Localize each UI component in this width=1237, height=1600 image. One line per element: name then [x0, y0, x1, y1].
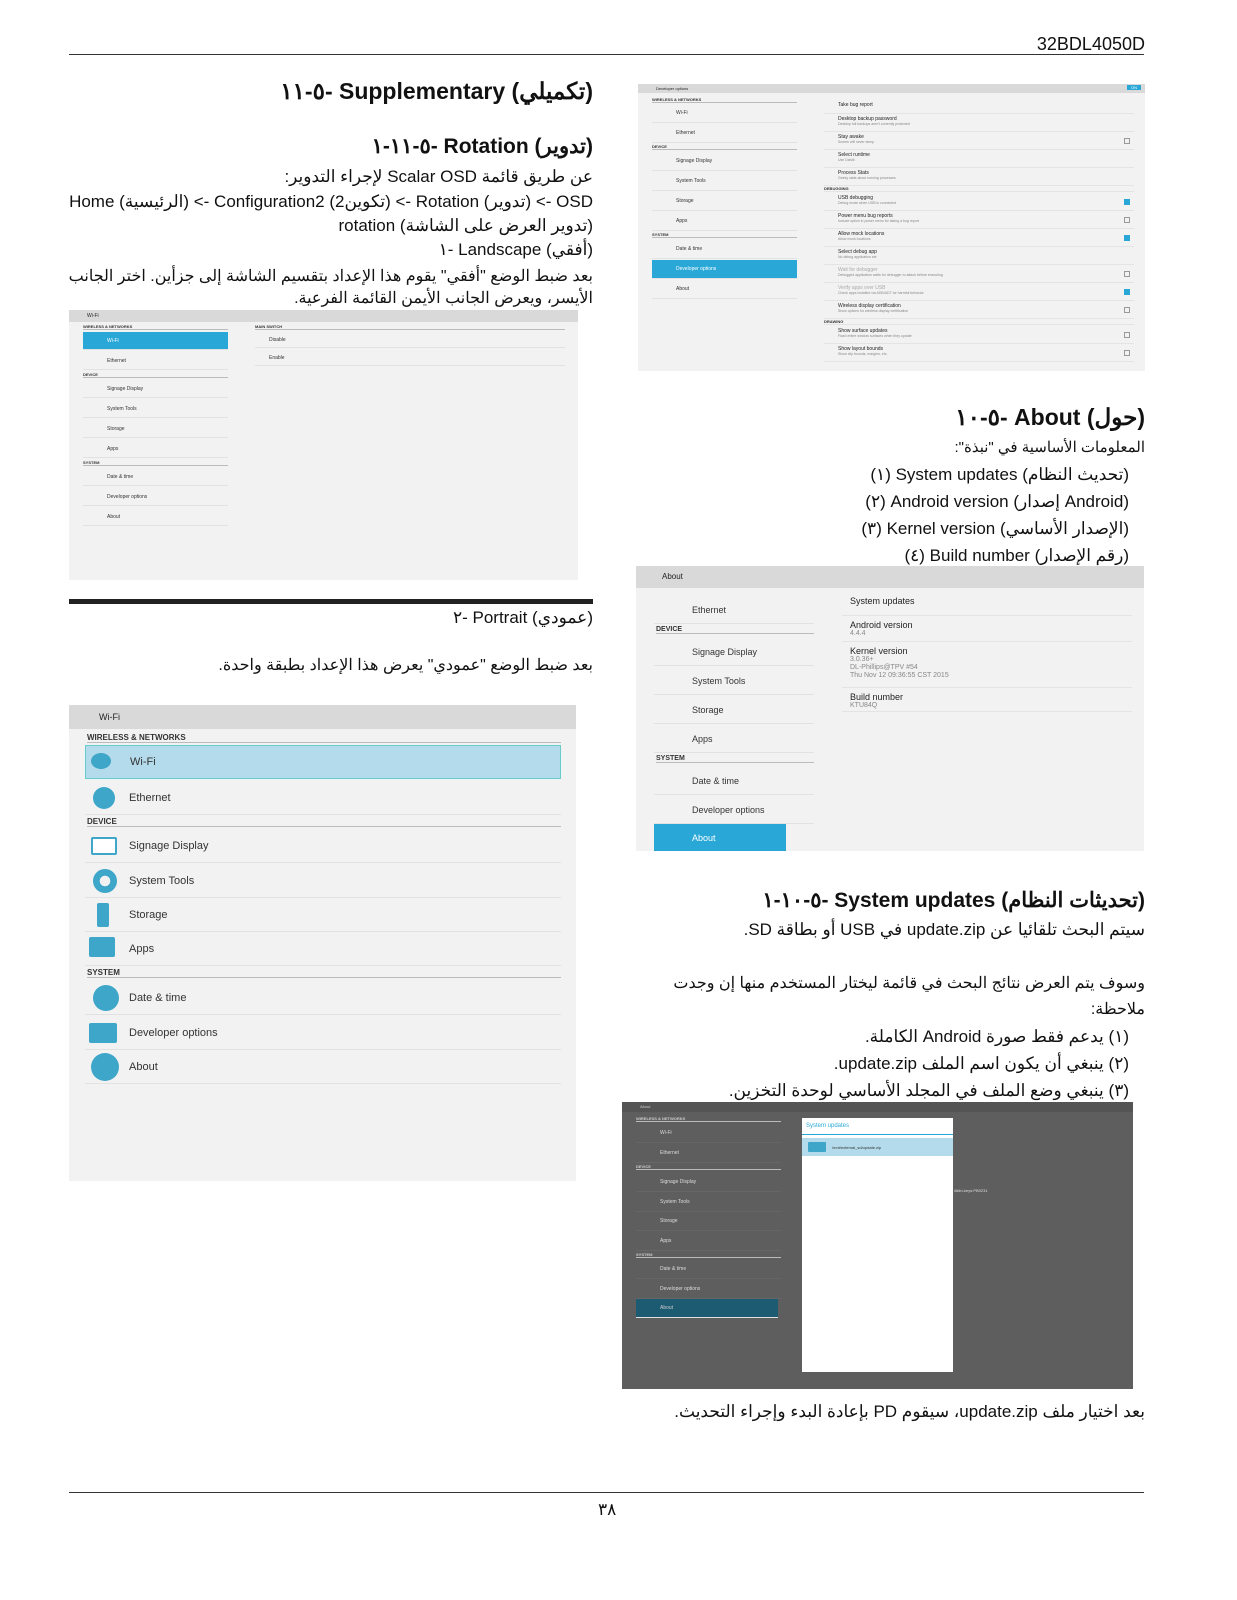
screenshot-about [636, 566, 1144, 851]
menu-item-date[interactable] [83, 468, 228, 486]
menu-item-label: Date & time [676, 246, 703, 252]
section-device: DEVICE [87, 817, 561, 827]
menu-item-label: Ethernet [676, 130, 695, 136]
dev-option-row[interactable] [824, 168, 1134, 186]
menu-item-signage[interactable] [654, 638, 814, 666]
about-info-row [842, 642, 1132, 688]
menu-item-label: About [129, 1060, 158, 1073]
dev-option-row[interactable] [824, 247, 1134, 265]
menu-item-developer[interactable] [654, 796, 814, 824]
about-info-title: Android version [850, 620, 913, 630]
dev-section-header [824, 186, 1134, 192]
menu-item-label: About [107, 513, 121, 520]
section-system: SYSTEM [83, 460, 228, 466]
footer-rule [69, 1492, 1144, 1493]
menu-item-label: Apps [129, 942, 155, 955]
dev-option-row[interactable] [824, 114, 1134, 132]
dev-option-summary: No debug application set [838, 255, 877, 259]
menu-item-apps[interactable] [85, 932, 561, 966]
about-info-title: Kernel version [850, 646, 908, 656]
dev-section-label: DRAWING [824, 319, 844, 324]
menu-item-tools[interactable] [83, 400, 228, 418]
checkbox[interactable] [1124, 235, 1130, 241]
display-icon [91, 837, 117, 855]
screenshot-system-updates [622, 1102, 1133, 1389]
menu-item-label: Apps [660, 1238, 672, 1244]
sys-update-item-2: (٢) ينبغي أن يكون اسم الملف update.zip. [833, 1054, 1129, 1073]
option-enable[interactable] [255, 350, 565, 366]
menu-item-ethernet[interactable] [636, 1144, 781, 1163]
rotation-intro: عن طريق قائمة Scalar OSD لإجراء التدوير: [284, 167, 593, 186]
section-device: DEVICE [652, 144, 797, 150]
file-path: /mnt/external_sd/update.zip [832, 1144, 882, 1150]
option-label: Enable [269, 354, 285, 361]
menu-item-date[interactable] [85, 981, 561, 1015]
about-intro: المعلومات الأساسية في "نبذة": [954, 439, 1145, 456]
info-icon [91, 1053, 119, 1081]
dev-option-row[interactable] [824, 211, 1134, 229]
dev-option-title: Desktop backup password [838, 116, 897, 122]
about-item-2: (٢) Android version (إصدار Android) [865, 492, 1129, 511]
folder-icon [808, 1142, 826, 1152]
developer-options-list [824, 100, 1134, 370]
menu-item-label: Ethernet [692, 604, 727, 615]
dev-option-summary: Flash entire window surfaces when they update [838, 334, 912, 338]
menu-item-label: Signage Display [676, 158, 713, 164]
section-wireless: WIRELESS & NETWORKS [652, 97, 797, 103]
dev-option-summary: Screen will never sleep [838, 140, 874, 144]
section-device: DEVICE [656, 626, 814, 634]
side-text: iliklin-keys:PB9231 [954, 1188, 988, 1193]
dialog-title: System updates [802, 1118, 953, 1135]
menu-item-about[interactable] [654, 824, 786, 851]
portrait-desc: بعد ضبط الوضع "عمودي" يعرض هذا الإعداد بطبقة واحدة. [218, 657, 593, 674]
dev-option-title: Stay awake [838, 134, 864, 140]
checkbox[interactable] [1124, 271, 1130, 277]
sys-update-item-1: (١) يدعم فقط صورة Android الكاملة. [864, 1027, 1129, 1046]
dev-option-row[interactable] [824, 193, 1134, 211]
about-item-4: (٤) Build number (رقم الإصدار) [904, 546, 1129, 565]
menu-item-label: Ethernet [107, 357, 126, 364]
menu-item-label: Date & time [660, 1266, 687, 1272]
dev-option-row[interactable] [824, 301, 1134, 319]
sys-update-p1: سيتم البحث تلقائيا عن update.zip في USB أو بطاقة SD. [743, 920, 1145, 939]
dev-option-title: Allow mock locations [838, 231, 885, 237]
sys-update-p2: وسوف يتم العرض نتائج البحث في قائمة ليختار المستخدم منها إن وجدت [673, 975, 1145, 992]
sys-update-p3: بعد اختيار ملف update.zip، سيقوم PD بإعادة البدء وإجراء التحديث. [674, 1402, 1145, 1421]
checkbox[interactable] [1124, 307, 1130, 313]
menu-item-label: System Tools [660, 1199, 690, 1205]
menu-item-date[interactable] [652, 240, 797, 259]
menu-item-label: Storage [129, 908, 168, 921]
menu-item-signage[interactable] [652, 152, 797, 171]
checkbox[interactable] [1124, 217, 1130, 223]
action-bar [622, 1102, 1133, 1112]
about-info-value: KTU84Q [850, 702, 878, 709]
about-info-title: Build number [850, 692, 904, 702]
menu-item-label: Apps [107, 445, 119, 452]
option-disable[interactable] [255, 332, 565, 348]
dev-option-summary: Check apps installed via ADB/ADT for harmful behavior. [838, 291, 925, 295]
portrait-heading: ٢- Portrait (عمودي) [452, 608, 593, 627]
section-wireless: WIRELESS & NETWORKS [87, 733, 561, 743]
menu-item-signage[interactable] [85, 829, 561, 863]
dev-option-title: USB debugging [838, 195, 874, 201]
action-bar-title: Wi-Fi [99, 712, 120, 722]
menu-item-ethernet[interactable] [652, 124, 797, 143]
dev-option-summary: Debugged application waits for debugger to attach before executing [838, 273, 943, 277]
section-title-rotation: ٥-١١-١- Rotation (تدوير) [371, 135, 593, 158]
header-rule [69, 54, 1144, 55]
menu-item-developer[interactable] [652, 260, 797, 279]
menu-item-label: Apps [692, 733, 713, 744]
menu-item-apps[interactable] [652, 212, 797, 231]
menu-item-label: System Tools [107, 405, 137, 412]
about-item-1: (١) System updates (تحديث النظام) [870, 465, 1129, 484]
action-bar-title: About [662, 572, 683, 581]
menu-item-tools[interactable] [636, 1193, 781, 1212]
about-item-3: (٣) Kernel version (الإصدار الأساسي) [861, 519, 1129, 538]
menu-item-label: Date & time [107, 473, 134, 480]
menu-item-apps[interactable] [83, 440, 228, 458]
action-bar [69, 705, 576, 729]
menu-item-label: Date & time [129, 991, 187, 1004]
menu-item-tools[interactable] [652, 172, 797, 191]
menu-item-label: Storage [676, 198, 694, 204]
dev-option-row[interactable] [824, 132, 1134, 150]
menu-item-wifi[interactable] [636, 1124, 781, 1143]
menu-item-label: Developer options [129, 1026, 218, 1039]
menu-item-label: Signage Display [692, 646, 758, 657]
dev-option-title: Select runtime [838, 152, 870, 158]
clock-icon [93, 985, 119, 1011]
section-system: SYSTEM [636, 1252, 781, 1258]
menu-item-label: Developer options [660, 1286, 701, 1292]
dev-option-summary: Debug mode when USB is connected [838, 201, 897, 205]
storage-icon [97, 903, 109, 927]
dev-option-summary: Use Dalvik [838, 158, 855, 162]
menu-item-storage[interactable] [654, 696, 814, 724]
menu-item-label: About [676, 286, 690, 292]
dev-option-row[interactable] [824, 150, 1134, 168]
section-system: SYSTEM [656, 755, 814, 763]
menu-item-tools[interactable] [654, 667, 814, 695]
section-wireless: WIRELESS & NETWORKS [83, 324, 228, 330]
dev-option-title: Power menu bug reports [838, 213, 893, 219]
menu-item-signage[interactable] [636, 1173, 781, 1192]
rotation-path: Home (الرئيسية) <- Configuration2 (تكوين2) <- Rotation (تدوير) <- OSD rotation (تدوير العرض على الشاشة) [69, 192, 593, 235]
section-wireless: WIRELESS & NETWORKS [636, 1116, 781, 1122]
menu-item-date[interactable] [654, 767, 814, 795]
menu-item-about[interactable] [636, 1299, 778, 1318]
option-label: Disable [269, 336, 286, 343]
menu-item-label: Storage [107, 425, 125, 432]
action-bar-title: Developer options [656, 86, 689, 91]
menu-item-label: Apps [676, 218, 688, 224]
menu-item-apps[interactable] [654, 725, 814, 753]
about-info-list [842, 592, 1132, 742]
menu-item-label: Ethernet [660, 1150, 679, 1156]
master-toggle[interactable]: ON [1127, 85, 1141, 90]
menu-item-label: System Tools [676, 178, 706, 184]
menu-item-label: Wi-Fi [660, 1130, 672, 1136]
menu-item-date[interactable] [636, 1260, 781, 1279]
dev-option-row[interactable] [824, 283, 1134, 301]
system-updates-dialog [802, 1118, 953, 1372]
menu-item-developer[interactable] [636, 1280, 781, 1299]
menu-item-label: Wi-Fi [676, 110, 688, 116]
menu-item-label: Developer options [676, 266, 717, 272]
screenshot-landscape [69, 310, 578, 580]
menu-item-ethernet[interactable] [85, 781, 561, 815]
dev-option-summary: Desktop full backups aren't currently protected [838, 122, 910, 126]
dev-option-row[interactable] [824, 100, 1134, 114]
wifi-icon [91, 753, 111, 769]
about-info-value: 4.4.4 [850, 630, 866, 637]
menu-item-label: About [692, 832, 716, 843]
dev-option-row[interactable] [824, 265, 1134, 283]
section-system: SYSTEM [87, 968, 561, 978]
update-file-item[interactable] [802, 1138, 953, 1156]
dev-option-row[interactable] [824, 344, 1134, 362]
section-main-switch: MAIN SWITCH [255, 324, 565, 330]
action-bar [638, 84, 1145, 93]
menu-item-signage[interactable] [83, 380, 228, 398]
apps-icon [89, 937, 115, 957]
action-bar [636, 566, 1144, 588]
checkbox[interactable] [1124, 332, 1130, 338]
menu-item-label: About [660, 1305, 674, 1311]
action-bar [69, 310, 578, 322]
section-title-system-updates: ٥-١٠-١- System updates (تحديثات النظام) [762, 889, 1145, 912]
menu-item-label: System Tools [129, 874, 195, 887]
dev-section-label: DEBUGGING [824, 186, 849, 191]
menu-item-developer[interactable] [83, 488, 228, 506]
sys-update-note: ملاحظة: [1090, 1001, 1145, 1018]
menu-item-wifi[interactable] [85, 745, 561, 779]
menu-item-label: Signage Display [107, 385, 144, 392]
menu-item-ethernet[interactable] [654, 596, 814, 624]
menu-item-storage[interactable] [636, 1212, 781, 1231]
dev-option-summary: Geeky stats about running processes [838, 176, 896, 180]
menu-item-wifi[interactable] [652, 104, 797, 123]
gear-icon [93, 869, 117, 893]
checkbox[interactable] [1124, 138, 1130, 144]
menu-item-label: System Tools [692, 675, 746, 686]
menu-item-about[interactable] [652, 280, 797, 299]
landscape-heading: ١- Landscape (أفقي) [438, 240, 593, 259]
about-info-title: System updates [850, 596, 915, 606]
dev-option-title: Show surface updates [838, 328, 888, 334]
dev-option-title: Show layout bounds [838, 346, 884, 352]
screenshot-portrait [69, 705, 576, 1181]
menu-item-wifi[interactable] [83, 332, 228, 350]
menu-item-label: Ethernet [129, 791, 171, 804]
dev-option-summary: Show clip bounds, margins, etc. [838, 352, 888, 356]
menu-item-label: Signage Display [660, 1179, 697, 1185]
menu-item-about[interactable] [85, 1050, 561, 1084]
about-info-row[interactable] [842, 592, 1132, 616]
menu-item-storage[interactable] [83, 420, 228, 438]
action-bar-title: Wi-Fi [87, 313, 99, 319]
dev-option-summary: Show options for wireless display certification [838, 309, 909, 313]
dev-option-title: Verify apps over USB [838, 285, 886, 291]
menu-item-label: Storage [660, 1218, 678, 1224]
menu-item-label: Developer options [107, 493, 148, 500]
menu-item-about[interactable] [83, 508, 228, 526]
dev-option-title: Select debug app [838, 249, 877, 255]
section-device: DEVICE [83, 372, 228, 378]
dev-option-title: Wait for debugger [838, 267, 878, 273]
menu-item-ethernet[interactable] [83, 352, 228, 370]
menu-item-storage[interactable] [85, 898, 561, 932]
dev-option-title: Wireless display certification [838, 303, 901, 309]
menu-item-label: Date & time [692, 775, 740, 786]
landscape-desc: بعد ضبط الوضع "أفقي" يقوم هذا الإعداد بتقسيم الشاشة إلى جزأين. اختر الجانب الأيسر، ويعرض الجانب الأيمن القائمة الفرعية. [68, 268, 593, 307]
sys-update-item-3: (٣) ينبغي وضع الملف في المجلد الأساسي لوحدة التخزين. [728, 1081, 1129, 1100]
menu-item-label: Wi-Fi [107, 337, 119, 344]
dev-option-row[interactable] [824, 326, 1134, 344]
dev-option-summary: Include option in power menu for taking a bug report [838, 219, 919, 223]
dev-option-summary: Allow mock locations [838, 237, 871, 241]
about-info-row [842, 616, 1132, 642]
menu-item-developer[interactable] [85, 1016, 561, 1050]
checkbox[interactable] [1124, 199, 1130, 205]
section-system: SYSTEM [652, 232, 797, 238]
section-title-about: ٥-١٠- About (حول) [955, 404, 1145, 430]
action-bar-title: About [640, 1104, 651, 1109]
menu-item-label: Storage [692, 704, 724, 715]
model-number: 32BDL4050D [1036, 34, 1145, 54]
checkbox[interactable] [1124, 350, 1130, 356]
dev-option-title: Take bug report [838, 102, 873, 108]
section-device: DEVICE [636, 1164, 781, 1170]
menu-item-label: Wi-Fi [130, 756, 156, 768]
about-info-value: 3.0.36+ DL-Phillips@TPV #54 Thu Nov 12 09:36:55 CST 2015 [850, 656, 949, 679]
menu-item-label: Developer options [692, 804, 765, 815]
menu-item-storage[interactable] [652, 192, 797, 211]
dev-option-row[interactable] [824, 229, 1134, 247]
section-title-supplementary: ٥-١١- Supplementary (تكميلي) [280, 78, 593, 104]
globe-icon [93, 787, 115, 809]
page-number: ٣٨ [598, 1500, 617, 1519]
dev-option-title: Process Stats [838, 170, 869, 176]
checkbox[interactable] [1124, 289, 1130, 295]
screenshot-developer-options [638, 84, 1145, 371]
developer-icon [89, 1023, 117, 1043]
about-info-row [842, 688, 1132, 712]
divider-bar [69, 599, 593, 604]
menu-item-tools[interactable] [85, 864, 561, 898]
menu-item-apps[interactable] [636, 1232, 781, 1251]
menu-item-label: Signage Display [129, 839, 209, 852]
dev-section-header [824, 319, 1134, 325]
